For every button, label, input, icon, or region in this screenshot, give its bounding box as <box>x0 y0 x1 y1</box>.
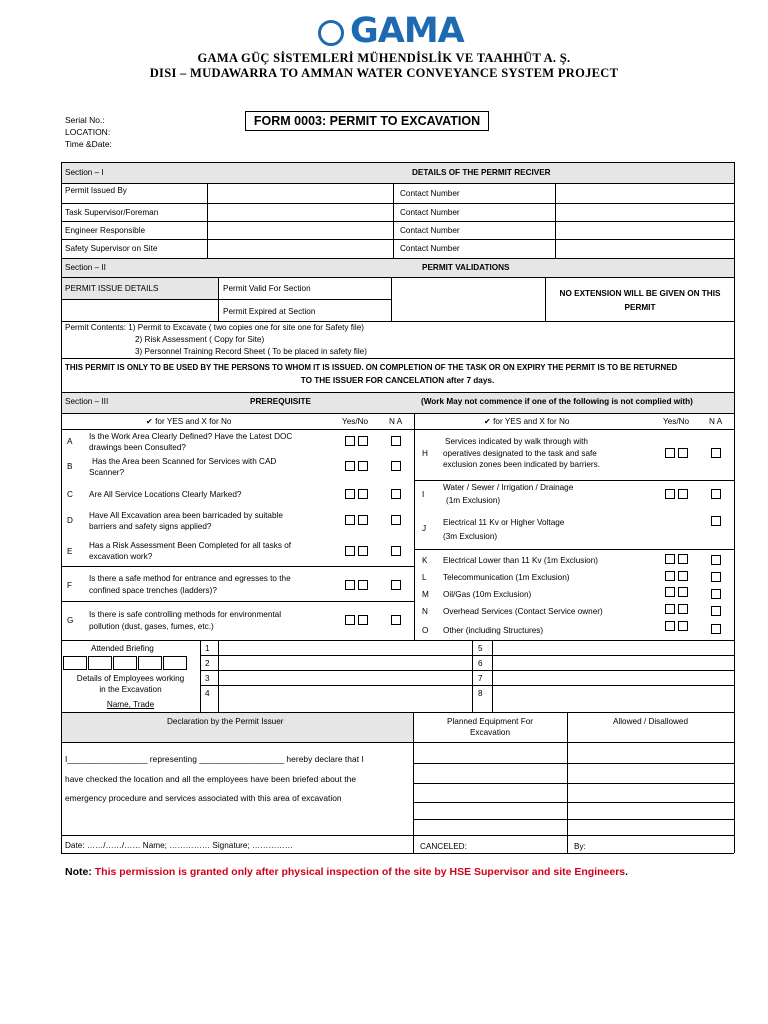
yes-checkbox[interactable] <box>345 546 355 556</box>
section3-label: Section – III <box>65 397 109 406</box>
declaration-line2: have checked the location and all the employees have been briefed about the <box>65 774 357 784</box>
section1-label: Section – I <box>65 168 104 177</box>
item-letter: N <box>422 607 428 616</box>
item-letter: J <box>422 524 427 533</box>
permit-issue-details-label: PERMIT ISSUE DETAILS <box>65 284 159 293</box>
engineer-responsible-label: Engineer Responsible <box>65 226 146 235</box>
item-text: Other (including Structures) <box>443 626 544 635</box>
employee-box[interactable] <box>88 656 112 670</box>
yes-checkbox[interactable] <box>665 587 675 597</box>
na-checkbox[interactable] <box>711 516 721 526</box>
contact-number-label: Contact Number <box>400 244 460 253</box>
na-checkbox[interactable] <box>391 461 401 471</box>
no-checkbox[interactable] <box>678 621 688 631</box>
item-text: (3m Exclusion) <box>443 532 498 541</box>
item-letter: H <box>422 449 428 458</box>
item-text: drawings been Consulted? <box>89 443 186 452</box>
permit-contents-3: 3) Personnel Training Record Sheet ( To be placed in safety file) <box>135 347 367 356</box>
item-text: Have All Excavation area been barricaded by suitable <box>89 511 283 520</box>
no-checkbox[interactable] <box>678 587 688 597</box>
item-text: Has the Area been Scanned for Services with CAD <box>92 457 277 466</box>
yes-no-header-left: Yes/No <box>342 417 369 426</box>
declaration-title: Declaration by the Permit Issuer <box>167 717 284 726</box>
section3-title: PREREQUISITE <box>250 397 311 406</box>
permit-contents-1: Permit Contents: 1) Permit to Excavate ( two copies one for site one for Safety file) <box>65 323 364 332</box>
no-extension-line2: PERMIT <box>624 303 656 312</box>
attended-briefing-label: Attended Briefing <box>91 644 154 653</box>
contact-number-label: Contact Number <box>400 189 460 198</box>
no-checkbox[interactable] <box>358 515 368 525</box>
na-checkbox[interactable] <box>391 546 401 556</box>
form-title: FORM 0003: PERMIT TO EXCAVATION <box>245 111 489 131</box>
item-text: Services indicated by walk through with <box>445 437 588 446</box>
item-text: confined space trenches (ladders)? <box>89 586 217 595</box>
na-checkbox[interactable] <box>711 489 721 499</box>
item-letter: G <box>67 616 74 625</box>
no-checkbox[interactable] <box>678 554 688 564</box>
no-checkbox[interactable] <box>358 615 368 625</box>
by-label: By: <box>574 842 586 851</box>
permit-expired-label: Permit Expired at Section <box>223 307 316 316</box>
yes-checkbox[interactable] <box>345 489 355 499</box>
safety-supervisor-label: Safety Supervisor on Site <box>65 244 158 253</box>
section3-subtitle: (Work May not commence if one of the following is not complied with) <box>421 397 693 406</box>
item-letter: E <box>67 547 73 556</box>
no-checkbox[interactable] <box>358 546 368 556</box>
na-checkbox[interactable] <box>391 515 401 525</box>
section1-header-bg <box>61 162 734 183</box>
check-legend-left: ✔ for YES and X for No <box>146 417 232 426</box>
yes-checkbox[interactable] <box>665 554 675 564</box>
time-date-label: Time &Date: <box>65 139 112 149</box>
na-checkbox[interactable] <box>711 555 721 565</box>
yes-checkbox[interactable] <box>345 615 355 625</box>
item-letter: K <box>422 556 428 565</box>
na-checkbox[interactable] <box>711 448 721 458</box>
project-name: DISI – MUDAWARRA TO AMMAN WATER CONVEYANCE SYSTEM PROJECT <box>149 66 619 80</box>
canceled-label: CANCELED: <box>420 842 467 851</box>
item-letter: D <box>67 516 73 525</box>
yes-checkbox[interactable] <box>665 489 675 499</box>
briefing-number: 7 <box>478 674 483 683</box>
contact-number-label: Contact Number <box>400 226 460 235</box>
note-label: Note: <box>65 866 92 878</box>
declaration-line3: emergency procedure and services associated with this area of excavation <box>65 793 342 803</box>
na-checkbox[interactable] <box>711 589 721 599</box>
item-text: Overhead Services (Contact Service owner) <box>443 607 603 616</box>
declaration-line1: I_________________ representing __________________ hereby declare that I <box>65 754 364 764</box>
briefing-number: 5 <box>478 644 483 653</box>
employee-box[interactable] <box>63 656 87 670</box>
employee-details-line2: in the Excavation <box>99 685 162 694</box>
date-name-signature: Date: ……/……/…… Name; …………… Signature; …………… <box>65 841 293 850</box>
name-trade-label: Name, Trade <box>106 700 155 709</box>
yes-checkbox[interactable] <box>665 621 675 631</box>
yes-checkbox[interactable] <box>345 580 355 590</box>
note-end: . <box>625 866 629 878</box>
employee-box[interactable] <box>113 656 137 670</box>
item-text: Electrical Lower than 11 Kv (1m Exclusion) <box>443 556 599 565</box>
item-text: Oil/Gas (10m Exclusion) <box>443 590 532 599</box>
item-letter: M <box>422 590 429 599</box>
task-supervisor-label: Task Supervisor/Foreman <box>65 208 159 217</box>
item-letter: L <box>422 573 427 582</box>
yes-checkbox[interactable] <box>665 571 675 581</box>
item-text: (1m Exclusion) <box>446 496 501 505</box>
item-text: Water / Sewer / Irrigation / Drainage <box>443 483 574 492</box>
item-text: Is there a safe method for entrance and egresses to the <box>89 574 291 583</box>
item-text: operatives designated to the task and safe <box>443 449 597 458</box>
no-checkbox[interactable] <box>358 436 368 446</box>
briefing-number: 8 <box>478 689 483 698</box>
yes-no-header-right: Yes/No <box>663 417 690 426</box>
no-checkbox[interactable] <box>358 580 368 590</box>
yes-checkbox[interactable] <box>665 604 675 614</box>
no-checkbox[interactable] <box>678 571 688 581</box>
na-checkbox[interactable] <box>391 580 401 590</box>
check-legend-right: ✔ for YES and X for No <box>484 417 570 426</box>
yes-checkbox[interactable] <box>665 448 675 458</box>
item-letter: B <box>67 462 73 471</box>
na-checkbox[interactable] <box>711 572 721 582</box>
permit-notice-2: TO THE ISSUER FOR CANCELATION after 7 days. <box>300 376 495 385</box>
section2-label: Section – II <box>65 263 106 272</box>
no-extension-line1: NO EXTENSION WILL BE GIVEN ON THIS <box>559 289 721 298</box>
yes-checkbox[interactable] <box>345 436 355 446</box>
location-label: LOCATION: <box>65 127 111 137</box>
na-checkbox[interactable] <box>711 624 721 634</box>
item-text: Are All Service Locations Clearly Marked? <box>89 490 242 499</box>
item-letter: C <box>67 490 73 499</box>
no-checkbox[interactable] <box>678 604 688 614</box>
no-checkbox[interactable] <box>678 489 688 499</box>
briefing-number: 2 <box>205 659 210 668</box>
item-text: Has a Risk Assessment Been Completed for all tasks of <box>89 541 292 550</box>
permit-issued-by-label: Permit Issued By <box>65 186 127 195</box>
note-text: This permission is granted only after physical inspection of the site by HSE Supervisor and site Engineers <box>94 866 626 878</box>
contact-number-label: Contact Number <box>400 208 460 217</box>
item-letter: A <box>67 437 73 446</box>
permit-contents-2: 2) Risk Assessment ( Copy for Site) <box>135 335 265 344</box>
gama-logo <box>318 11 464 51</box>
planned-equipment-line2: Excavation <box>469 728 511 737</box>
brand-name: GAMA <box>350 11 464 51</box>
no-checkbox[interactable] <box>678 448 688 458</box>
item-text: Electrical 11 Kv or Higher Voltage <box>443 518 565 527</box>
yes-checkbox[interactable] <box>345 461 355 471</box>
section2-title: PERMIT VALIDATIONS <box>422 263 510 272</box>
employee-details-line1: Details of Employees working <box>76 674 185 683</box>
item-text: Telecommunication (1m Exclusion) <box>443 573 570 582</box>
yes-checkbox[interactable] <box>345 515 355 525</box>
briefing-number: 1 <box>205 644 210 653</box>
item-letter: I <box>422 490 425 499</box>
na-checkbox[interactable] <box>391 615 401 625</box>
item-text: barriers and safety signs applied? <box>89 522 212 531</box>
section1-title: DETAILS OF THE PERMIT RECIVER <box>412 168 551 177</box>
no-checkbox[interactable] <box>358 489 368 499</box>
gama-emblem-icon <box>318 20 344 46</box>
company-name: GAMA GÜÇ SİSTEMLERİ MÜHENDİSLİK VE TAAHHÜT A. Ş. <box>197 51 571 65</box>
allowed-disallowed-label: Allowed / Disallowed <box>612 717 689 726</box>
item-text: excavation work? <box>89 552 153 561</box>
na-checkbox[interactable] <box>391 489 401 499</box>
permit-notice-1: THIS PERMIT IS ONLY TO BE USED BY THE PERSONS TO WHOM IT IS ISSUED. ON COMPLETION OF THE TASK OR ON EXPIRY THE PERMIT IS TO BE RETURNED <box>65 363 678 372</box>
employee-box[interactable] <box>138 656 162 670</box>
item-letter: F <box>67 581 73 590</box>
na-checkbox[interactable] <box>391 436 401 446</box>
briefing-number: 6 <box>478 659 483 668</box>
item-text: pollution (dust, gases, fumes, etc.) <box>89 622 214 631</box>
item-letter: O <box>422 626 429 635</box>
na-header-left: N A <box>389 417 403 426</box>
na-header-right: N A <box>709 417 723 426</box>
section2-header-bg <box>61 258 734 277</box>
serial-label: Serial No.: <box>65 115 105 125</box>
footer-note <box>65 866 628 878</box>
no-checkbox[interactable] <box>358 461 368 471</box>
item-text: exclusion zones been indicated by barriers. <box>443 460 601 469</box>
item-text: Scanner? <box>89 468 125 477</box>
planned-equipment-line1: Planned Equipment For <box>446 717 534 726</box>
employee-box[interactable] <box>163 656 187 670</box>
item-text: Is the Work Area Clearly Defined? Have the Latest DOC <box>89 432 293 441</box>
briefing-number: 3 <box>205 674 210 683</box>
briefing-number: 4 <box>205 689 210 698</box>
na-checkbox[interactable] <box>711 606 721 616</box>
item-text: Is there is safe controlling methods for environmental <box>89 610 282 619</box>
permit-valid-label: Permit Valid For Section <box>223 284 311 293</box>
